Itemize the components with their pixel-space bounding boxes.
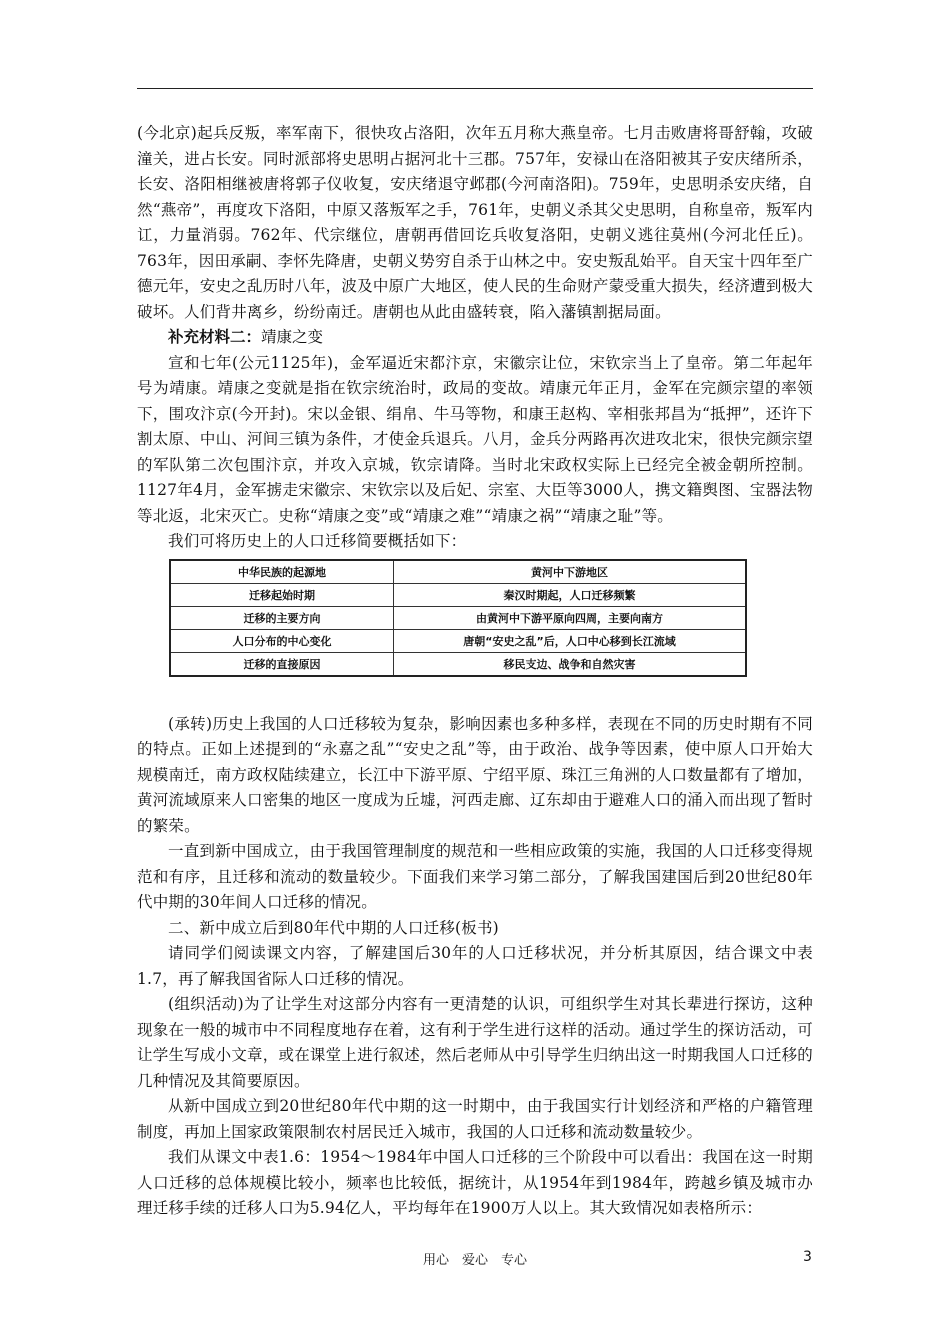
table-cell-label: 迁移起始时期 [170,583,394,606]
paragraph-new-china: 一直到新中国成立，由于我国管理制度的规范和一些相应政策的实施，我国的人口迁移变得规范和有序，且迁移和流动的数量较少。下面我们来学习第二部分，了解我国建国后到20世纪80年代中期的30年间人口迁移的情况。 [137,842,813,911]
header-rule [137,88,813,89]
paragraph-planned-economy: 从新中国成立到20世纪80年代中期的这一时期中，由于我国实行计划经济和严格的户籍管理制度，再加上国家政策限制农村居民迁入城市，我国的人口迁移和流动数量较少。 [137,1097,813,1141]
footer-motto: 用心 爱心 专心 [422,1253,527,1268]
table-cell-value: 唐朝“安史之乱”后，人口中心移到长江流域 [394,629,747,652]
page-number: 3 [803,1249,812,1265]
section-heading-2: 二、新中成立后到80年代中期的人口迁移(板书) [168,918,499,937]
supplement-label: 补充材料二： [168,328,262,346]
paragraph-jingkang: 宣和七年(公元1125年)，金军逼近宋都汴京，宋徽宗让位，宋钦宗当上了皇帝。第二年起年号为靖康。靖康之变就是指在钦宗统治时，政局的变故。靖康元年正月，金军在完颜宗望的率领下，围攻汴京(今开封)。宋以金银、绢帛、牛马等物，和康王赵构、宰相张邦昌为“抵押”，还许下割太原、中山、河间三镇为条件，才使金兵退兵。八月，金兵分两路再次进攻北宋，很快完颜宗望的军队第二次包围汴京，并攻入京城，钦宗请降。当时北宋政权实际上已经完全被金朝所控制。1127年4月，金军掳走宋徽宗、宋钦宗以及后妃、宗室、大臣等3000人，携文籍舆图、宝器法物等北返，北宋灭亡。史称“靖康之变”或“靖康之难”“靖康之祸”“靖康之耻”等。 [137,353,813,525]
table-cell-value: 黄河中下游地区 [394,560,747,584]
table-row [170,606,746,629]
paragraph-activity: (组织活动)为了让学生对这部分内容有一更清楚的认识，可组织学生对其长辈进行探访，这种现象在一般的城市中不同程度地存在着，这有利于学生进行这样的活动。通过学生的探访活动，可让学生写成小文章，或在课堂上进行叙述，然后老师从中引导学生归纳出这一时期我国人口迁移的几种情况及其简要原因。 [137,995,813,1090]
table-cell-value: 移民支边、战争和自然灾害 [394,652,747,676]
table-cell-value: 秦汉时期起，人口迁移频繁 [394,583,747,606]
table-cell-label: 中华民族的起源地 [170,560,394,584]
table-row [170,560,746,584]
paragraph-transition: (承转)历史上我国的人口迁移较为复杂，影响因素也多种多样，表现在不同的历史时期有不同的特点。正如上述提到的“永嘉之乱”“安史之乱”等，由于政治、战争等因素，使中原人口开始大规模南迁，南方政权陆续建立，长江中下游平原、宁绍平原、珠江三角洲的人口数量都有了增加，黄河流域原来人口密集的地区一度成为丘墟，河西走廊、辽东却由于避难人口的涌入而出现了暂时的繁荣。 [137,714,813,835]
paragraph-reading-task: 请同学们阅读课文内容，了解建国后30年的人口迁移状况，并分析其原因，结合课文中表1.7，再了解我国省际人口迁移的情况。 [137,944,813,988]
table-row [170,629,746,652]
spacer [137,677,813,712]
table-cell-label: 迁移的直接原因 [170,652,394,676]
paragraph-table-intro: 我们可将历史上的人口迁移简要概括如下： [168,532,467,550]
table-row [170,652,746,676]
document-body [137,121,813,1222]
supplement-heading-2 [137,325,813,351]
paragraph-anshi-rebellion: (今北京)起兵反叛，率军南下，很快攻占洛阳，次年五月称大燕皇帝。七月击败唐将哥舒翰，攻破潼关，进占长安。同时派部将史思明占据河北十三郡。757年，安禄山在洛阳被其子安庆绪所杀，长安、洛阳相继被唐将郭子仪收复，安庆绪退守邺郡(今河南洛阳)。759年，史思明杀安庆绪，自然“燕帝”，再度攻下洛阳，中原又落叛军之手，761年，史朝义杀其父史思明，自称皇帝，叛军内讧，力量消弱。762年、代宗继位，唐朝再借回讫兵收复洛阳，史朝义逃往莫州(今河北任丘)。763年，因田承嗣、李怀先降唐，史朝义势穷自杀于山林之中。安史叛乱始平。自天宝十四年至广德元年，安史之乱历时八年，波及中原广大地区，使人民的生命财产蒙受重大损失，经济遭到极大破坏。人们背井离乡，纷纷南迁。唐朝也从此由盛转衰，陷入藩镇割据局面。 [137,124,813,321]
table-row [170,583,746,606]
table-cell-label: 人口分布的中心变化 [170,629,394,652]
table-cell-value: 由黄河中下游平原向四周，主要向南方 [394,606,747,629]
migration-summary-table [169,559,747,677]
supplement-title: 靖康之变 [261,328,324,346]
table-cell-label: 迁移的主要方向 [170,606,394,629]
migration-summary-table-wrap [169,559,747,677]
paragraph-statistics: 我们从课文中表1.6：1954～1984年中国人口迁移的三个阶段中可以看出：我国在这一时期人口迁移的总体规模比较小，频率也比较低，据统计，从1954年到1984年，跨越乡镇及城市办理迁移手续的迁移人口为5.94亿人，平均每年在1900万人以上。其大致情况如表格所示： [137,1148,813,1217]
